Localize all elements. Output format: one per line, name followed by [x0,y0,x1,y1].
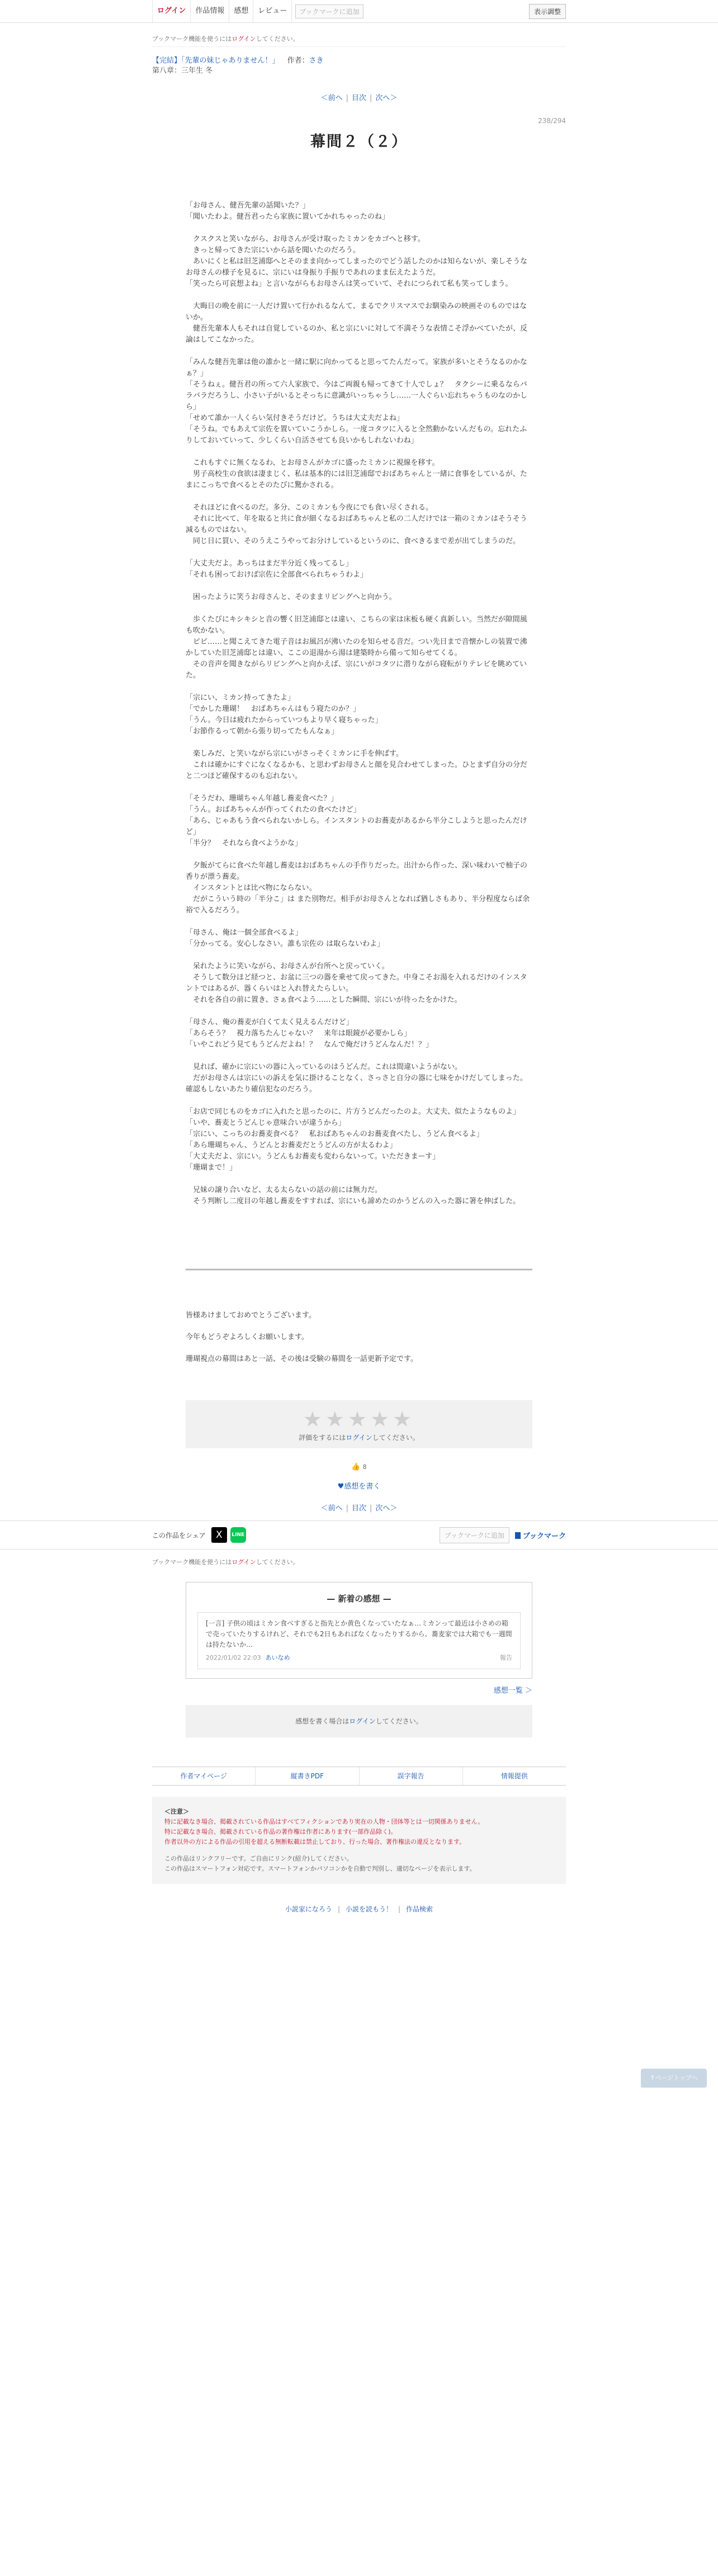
rating-login-link[interactable]: ログイン [346,1434,372,1442]
novel-body [186,200,532,1207]
afterword [186,1308,532,1367]
body-paragraph: きっと帰ってきた宗にいから話を聞いたのだろう。 [186,246,361,255]
body-paragraph: 「そうだわ、珊瑚ちゃん年越し蕎麦食べた？」 [186,794,338,803]
body-paragraph: 男子高校生の食欲は凄まじく、私は基本的には旧芝浦邸でおばあちゃんと一緒に食事をしているが、たまにこっちで食べるとそのたびに驚かされる。 [186,470,527,489]
toc-link-bottom[interactable]: 目次 [351,1504,366,1513]
typo-report-link[interactable]: 誤字報告 [360,1767,463,1785]
body-paragraph [186,1006,532,1017]
body-paragraph: それを各自の前に置き、さぁ食べよう……とした瞬間、宗にいが待ったをかけた。 [186,996,462,1004]
caution-line: この作品はスマートフォン対応です。スマートフォンかパソコンかを自動で判別し、適切なページを表示します。 [164,1865,476,1872]
body-paragraph: そうして数分ほど経つと、お盆に三つの器を乗せて戻ってきた。中身こそお湯を入れるだけのインスタントではあるが、器くらいはと入れ替えたらしい。 [186,973,527,993]
body-paragraph [186,849,532,860]
body-paragraph: 楽しみだ、と笑いながら宗にいがさっそくミカンに手を伸ばす。 [186,750,403,758]
prev-link-bottom[interactable]: ＜前へ [320,1504,343,1513]
impression-author-link[interactable]: あいなめ [265,1654,290,1661]
bookmark-login-notice-bottom [152,1557,566,1566]
reviews-link[interactable]: レビュー [253,0,292,22]
body-paragraph: 「大丈夫だよ、宗にい。うどんもお蕎麦も変わらないって。いただきまーす」 [186,1152,440,1161]
body-paragraph: 「聞いたわよ。健吾君ったら家族に置いてかれちゃったのね」 [186,213,390,221]
notice-prefix: ブックマーク機能を使うには [152,35,232,43]
body-paragraph: 「あらそう？ 視力落ちたんじゃない？ 来年は眼鏡が必要かしら」 [186,1029,412,1038]
series-info [152,56,566,76]
impression-login-box [186,1705,532,1737]
top-nav [0,0,718,23]
rating-note [186,1433,532,1442]
line-share-icon[interactable]: LINE [230,1527,246,1543]
series-title-link[interactable]: 【完結】「先輩の妹じゃありません！」 [152,56,280,65]
body-paragraph: 「お母さん、健吾先輩の話聞いた？」 [186,201,310,210]
search-link[interactable]: 作品検索 [406,1905,433,1913]
impressions-link[interactable]: 感想 [229,0,253,22]
body-paragraph [186,581,532,592]
body-paragraph [186,681,532,693]
rating-box [186,1400,532,1448]
pager-bottom: ＜前へ | 目次 | 次へ＞ [320,1504,398,1513]
body-paragraph: 「みんな健吾先輩は他の誰かと一緒に駅に向かってると思ってたんだって。家族が多いとそうなるのかなぁ？」 [186,358,527,378]
author-link[interactable]: さき [309,56,324,65]
chapter-title: 第八章：三年生 冬 [152,67,213,75]
narou-link[interactable]: 小説家になろう [285,1905,332,1913]
bottom-links: 小説家になろう | 小説を読もう！ | 作品検索 [285,1905,433,1913]
impression-text: [一言] 子供の頃はミカン食べすぎると指先とか黄色くなっていたなぁ…ミカンって最近は小さめの箱で売っていたりするけれど、それでも2日もあればなくなったりするから、蕎麦家では大箱でも一週間は持たないか… [206,1619,512,1649]
body-paragraph: ピピ……と聞こえてきた電子音はお風呂が沸いたのを知らせる音だ。つい先日まで音懐かしの装置で沸かしていた旧芝浦邸とは違い、ここの退湯から湯は建築時から備って知らせてくる。 [186,638,527,657]
body-paragraph: それほどに食べるのだ。多分、このミカンも今夜にでも食い尽くされる。 [186,503,433,512]
body-paragraph: 「そうねぇ。健吾君の所って六人家族で、今はご両親も帰ってきて十人でしょ？ タクシーに乗るならバラバラだろうし、小さい子がいるとそっちに意識がいっちゃうし……一人ぐらい忘れちゃうものなのかしら」 [186,380,528,411]
display-settings-button[interactable]: 表示調整 [529,4,566,19]
body-paragraph: 困ったように笑うお母さんと、そのままリビングへと向かう。 [186,593,396,601]
vertical-pdf-link[interactable]: 縦書きPDF [256,1767,359,1785]
body-paragraph: 「あら珊瑚ちゃん、うどんとお蕎麦だとうどんの方が太るわよ」 [186,1141,397,1150]
body-paragraph: 「宗にい、ミカン持ってきたよ」 [186,694,295,702]
author-label: 作者： [287,56,309,65]
page-top-button[interactable]: ↑ページトップへ [641,2069,707,2088]
body-paragraph: クスクスと笑いながら、お母さんが受け取ったミカンをカゴへと移す。 [186,235,425,243]
notice-prefix-bottom: ブックマーク機能を使うには [152,1558,232,1566]
caution-head: ＜注意＞ [164,1808,189,1815]
caution-box [152,1797,566,1884]
add-bookmark-button-bottom[interactable]: ブックマークに追加 [440,1527,509,1543]
caution-line: 作者以外の方による作品の引用を超える無断転載は禁止しており、行った場合、著作権法の違反となります。 [164,1838,466,1845]
body-paragraph [186,223,532,234]
body-paragraph: あいにくと私は旧芝浦邸へとそのまま向かってしまったのでどう話したのかは知らないが、楽しそうなお母さんの様子を見るに、宗にいは身振り手振りであれのまま伝えたようだ。 [186,257,528,277]
body-paragraph: 「珊瑚まで！」 [186,1164,237,1172]
body-paragraph [186,1051,532,1062]
body-paragraph [186,1174,532,1185]
imp-login-prefix: 感想を書く場合は [295,1717,349,1725]
body-paragraph: 大晦日の晩を前に一人だけ置いて行かれるなんて、まるでクリスマスでお馴染みの映画そのものではないか。 [186,302,527,322]
afterword-line: 珊瑚視点の幕間はあと一話、その後は受験の幕間を一話更新予定です。 [186,1355,418,1363]
imp-login-link[interactable]: ログイン [349,1717,376,1725]
body-paragraph: 健吾先輩本人もそれは自覚しているのか、私と宗にいに対して不満そうな表情こそ浮かべていたが、反論はしてこなかった。 [186,324,528,344]
caution-line: 特に記載なき場合、掲載されている作品はすべてフィクションであり実在の人物・団体等とは一切関係ありません。 [164,1818,484,1825]
thumbs-up-icon: 👍 [351,1463,361,1471]
afterword-divider [186,1269,532,1270]
body-paragraph: 「笑ったら可哀想よね」と言いながらもお母さんは笑っていて、それにつられて私も笑ってしまう。 [186,280,513,288]
body-paragraph: 兄妹の譲り合いなど、太る太らないの話の前には無力だ。 [186,1186,382,1194]
body-paragraph [186,950,532,961]
impression-card [197,1612,521,1669]
pager-top: ＜前へ | 目次 | 次へ＞ [320,94,398,102]
body-paragraph: 「そうね。でもあえて宗佐を置いていこうかしら。一度コタツに入ると全然動かないんだもの。忘れたふりしておいていって、少しくらい自活させても良いかもしれないわね」 [186,425,527,445]
impression-date: 2022/01/02 22:03 [206,1654,261,1661]
body-paragraph: 呆れたように笑いながら、お母さんが台所へと戻っていく。 [186,962,389,971]
body-paragraph: 「うん。おばあちゃんが作ってくれたの食べたけど」 [186,806,361,814]
body-paragraph: 見れば、確かに宗にいの器に入っているのはうどんだ。これは間違いようがない。 [186,1063,462,1071]
footer-links [152,1767,566,1786]
body-paragraph: 同じ日に買い、そのうえこうやってお分けしているというのに、食べきるまで差が出てしまうのだ。 [186,537,521,545]
like-button[interactable] [0,1463,718,1471]
author-mypage-link[interactable]: 作者マイページ [152,1767,256,1785]
body-paragraph: 「うん。今日は疲れたからっていつもより早く寝ちゃった」 [186,716,382,724]
body-paragraph [186,782,532,793]
body-paragraph: だがこういう時の「半分こ」は また別物だ。相手がお母さんとなれば猶しさもあり、半分程度ならば余裕で入るだろう。 [186,895,530,915]
afterword-line: 今年もどうぞよろしくお願いします。 [186,1333,309,1341]
next-link[interactable]: 次へ＞ [375,94,398,102]
toc-link[interactable]: 目次 [351,94,366,102]
x-share-icon[interactable]: X [211,1527,227,1543]
add-bookmark-button[interactable]: ブックマークに追加 [295,4,363,18]
login-link[interactable]: ログイン [152,0,191,22]
rating-stars[interactable]: ★★★★★ [303,1407,415,1431]
body-paragraph: それに比べて、年を取ると共に食が細くなるおばあちゃんと私の二人だけでは一箱のミカンはそうそう減るものではない。 [186,515,527,534]
prev-link[interactable]: ＜前へ [320,94,343,102]
body-paragraph [186,1095,532,1106]
body-paragraph: 「お節作るって朝から張り切ってたもんなぁ」 [186,727,339,736]
body-paragraph: そう判断し二度目の年越し蕎麦をすすれば、宗にいも諦めたのかうどんの入った器に箸を伸ばした。 [186,1197,521,1205]
info-report-link[interactable]: 情報提供 [500,1772,528,1780]
impression-meta [206,1652,512,1663]
rating-note-prefix: 評価をするには [299,1434,346,1442]
new-impressions-box [186,1582,532,1679]
new-impressions-title: — 新着の感想 — [327,1594,391,1604]
bookmark-icon [515,1532,521,1539]
rating-note-suffix: してください。 [372,1434,419,1442]
yomou-link[interactable]: 小説を読もう！ [345,1905,393,1913]
share-label: この作品をシェア [152,1531,206,1539]
bookmark-link[interactable] [515,1530,566,1541]
body-paragraph: 「宗にい、こっちのお蕎麦食べる？ 私おばあちゃんのお蕎麦食べたし、うどん食べるよ」 [186,1130,484,1138]
body-paragraph: 「母さん、俺の蕎麦が白くて太く見えるんだけど」 [186,1018,353,1026]
page-count: 238/294 [538,117,566,125]
body-paragraph: 「母さん、俺は一個全部食べるよ」 [186,929,303,937]
body-paragraph: 夕飯がてらに食べた年越し蕎麦はおばあちゃんの手作りだった。出汁から作った、深い味わいで柚子の香りが漂う蕎麦。 [186,861,528,881]
body-paragraph: 「半分？ それなら食べようかな」 [186,839,303,847]
body-paragraph [186,547,532,558]
body-paragraph: その音声を聞きながらリビングへと向かえば、宗にいがコタツに潜りながら寝転がりテレビを眺めていた。 [186,660,527,680]
write-impression-link[interactable]: ♥感想を書く [337,1482,381,1491]
body-paragraph [186,290,532,301]
bookmark-login-notice [152,31,566,47]
body-paragraph: 「でかした珊瑚！ おばあちゃんはもう寝たのか？」 [186,705,361,713]
next-link-bottom[interactable]: 次へ＞ [375,1504,398,1513]
caution-line: この作品はリンクフリーです。ご自由にリンク(紹介)してください。 [164,1855,353,1862]
body-paragraph [186,446,532,458]
impressions-list-link[interactable]: 感想一覧 ＞ [493,1687,532,1695]
like-count: 8 [362,1463,367,1471]
body-paragraph: 「分かってる。安心しなさい。誰も宗佐の は取らないわよ」 [186,940,385,948]
body-paragraph: これは確かにすぐになくなるかも、と思わずお母さんと顔を見合わせてしまった。ひとまず自分の分だと二つほど確保するのも忘れない。 [186,761,528,780]
afterword-line: 皆様あけましておめでとうございます。 [186,1311,316,1320]
body-paragraph: 「いや、蕎麦とうどんじゃ意味合いが違うから」 [186,1119,346,1127]
notice-suffix: してください。 [256,35,299,43]
body-paragraph [186,346,532,357]
body-paragraph: だがお母さんは宗にいの訴えを気に掛けることなく、さっさと自分の器に七味をかけだしてしまった。確認もしないあたり確信犯なのだろう。 [186,1074,527,1094]
bookmark-label: ブックマーク [522,1532,566,1541]
notice-login-link[interactable]: ログイン [232,35,256,43]
share-bar [0,1520,718,1550]
body-paragraph [186,737,532,748]
caution-line: 特に記載なき場合、掲載されている作品の著作権は作者にあります(一部作品除く)。 [164,1828,397,1835]
body-paragraph: インスタントとは比べ物にならない。 [186,884,317,892]
body-paragraph: 「あら、じゃあもう食べられないかしら。インスタントのお蕎麦があるから半分こしようと思ったんだけど」 [186,817,527,836]
episode-title: 幕間２（２） [310,133,408,150]
body-paragraph [186,916,532,927]
body-paragraph: 「お店で同じものをカゴに入れたと思ったのに、片方うどんだったのよ。大丈夫、似たようなものよ」 [186,1108,521,1116]
notice-suffix-bottom: してください。 [256,1558,299,1566]
body-paragraph: 「大丈夫だよ。あっちはまだ半分近く残ってるし」 [186,559,353,568]
body-paragraph: 「いやこれどう見てもうどんだよね！？ なんで俺だけうどんなんだ！？」 [186,1040,433,1049]
report-link[interactable]: 報告 [500,1654,512,1661]
imp-login-suffix: してください。 [375,1717,423,1725]
work-info-link[interactable]: 作品情報 [191,0,229,22]
body-paragraph: 「それも困っておけば宗佐に全部食べられちゃうわよ」 [186,571,368,579]
body-paragraph: 「せめて誰か一人くらい気付きそうだけど。うちは大丈夫だよね」 [186,414,404,422]
body-paragraph [186,603,532,614]
body-paragraph [186,491,532,502]
body-paragraph: 歩くたびにキシキシと音の響く旧芝浦邸とは違い、こちらの家は床板も硬く真新しい。当然だが隙間風も吹かない。 [186,615,527,635]
body-paragraph: これもすぐに無くなるわ、とお母さんがカゴに盛ったミカンに視線を移す。 [186,459,440,467]
notice-login-link-bottom[interactable]: ログイン [232,1558,256,1566]
